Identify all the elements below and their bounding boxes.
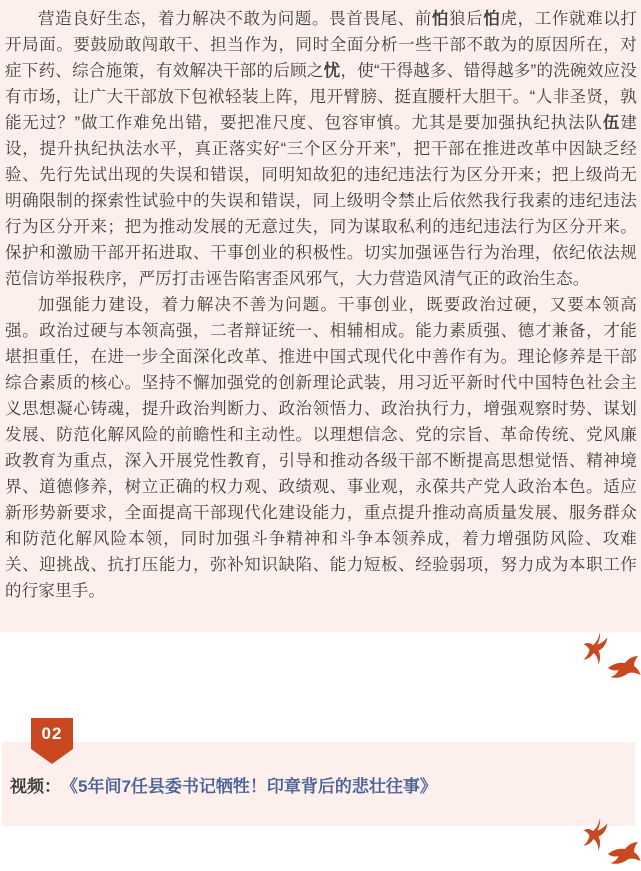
section-badge-point-icon (31, 749, 73, 764)
section-badge-02 (31, 718, 73, 764)
article-paragraph-1: 营造良好生态，着力解决不敢为问题。畏首畏尾、前怕狼后怕虎，工作就难以打开局面。要鼓励敢闯敢干、担当作为，同时全面分析一些干部不敢为的原因所在，对症下药、综合施策，有效解决干部的后顾之忧，使“干得越多、错得越多”的洗碗效应没有市场，让广大干部放下包袱轻装上阵，甩开臂膀、挺直腰杆大胆干。“人非圣贤，孰能无过？”做工作难免出错，要把准尺度、包容审慎。尤其是要加强执纪执法队伍建设，提升执纪执法水平，真正落实好“三个区分开来”，把干部在推进改革中因缺乏经验、先行先试出现的失误和错误，同明知故犯的违纪违法行为区分开来；把上级尚无明确限制的探索性试验中的失误和错误，同上级明令禁止后依然我行我素的违纪违法行为区分开来；把为推动发展的无意过失，同为谋取私利的违纪违法行为区分开来。保护和激励干部开拓进取、干事创业的积极性。切实加强诬告行为治理，依纪依法规范信访举报秩序，严厉打击诬告陷害歪风邪气，大力营造风清气正的政治生态。 (5, 10, 638, 288)
article-paragraph-2: 加强能力建设，着力解决不善为问题。干事创业，既要政治过硬，又要本领高强。政治过硬与本领高强，二者辩证统一、相辅相成。能力素质强、德才兼备，才能堪担重任，在进一步全面深化改革、推进中国式现代化中善作有为。理论修养是干部综合素质的核心。坚持不懈加强党的创新理论武装，用习近平新时代中国特色社会主义思想凝心铸魂，提升政治判断力、政治领悟力、政治执行力，增强观察时势、谋划发展、防范化解风险的前瞻性和主动性。以理想信念、党的宗旨、革命传统、党风廉政教育为重点，深入开展党性教育，引导和推动各级干部不断提高思想觉悟、精神境界、道德修养，树立正确的权力观、政绩观、事业观，永葆共产党人政治本色。适应新形势新要求，全面提高干部现代化建设能力，重点提升推动高质量发展、服务群众和防范化解风险本领，同时加强斗争精神和斗争本领养成，着力增强防风险、攻难关、迎挑战、抗打压能力，弥补知识缺陷、能力短板、经验弱项，努力成为本职工作的行家里手。 (5, 296, 637, 600)
section-badge-number: 02 (31, 718, 73, 749)
video-title-link[interactable]: 《5年间7任县委书记牺牲！印章背后的悲壮往事》 (61, 776, 437, 796)
bird-icon (583, 631, 641, 681)
video-banner (2, 742, 635, 826)
decorative-birds-bottom (583, 817, 641, 867)
bird-icon (583, 817, 641, 867)
decorative-birds-top (583, 631, 641, 681)
video-label: 视频： (10, 776, 61, 796)
